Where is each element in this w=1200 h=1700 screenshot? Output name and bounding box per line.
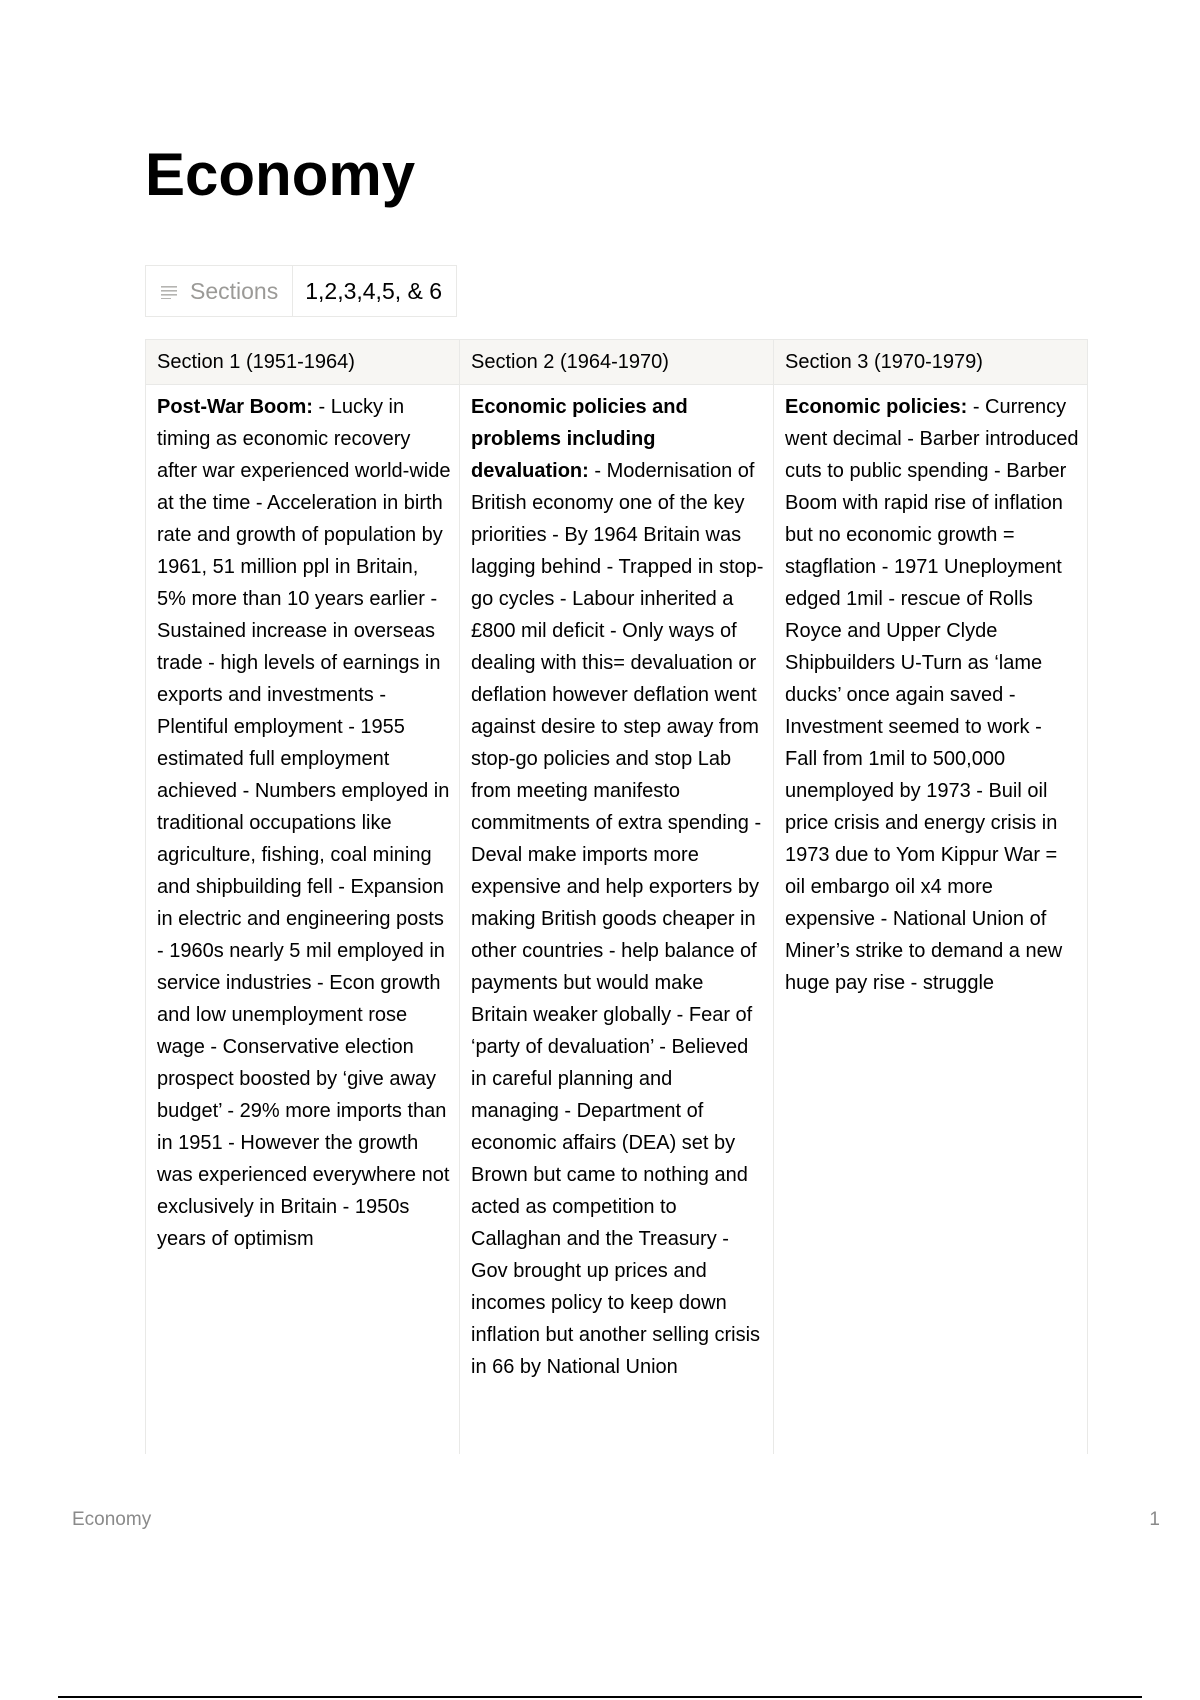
column-header-section-2: Section 2 (1964-1970): [460, 340, 774, 385]
section-3-cell: [774, 385, 1088, 1455]
page-title: Economy: [145, 141, 416, 208]
section-1-heading: Post-War Boom:: [157, 396, 313, 418]
bottom-divider: [58, 1696, 1142, 1698]
sections-table: [145, 339, 1088, 1454]
list-lines-icon: [160, 283, 178, 299]
table-header-row: [146, 340, 1088, 385]
column-header-section-3: Section 3 (1970-1979): [774, 340, 1088, 385]
section-1-text: - Lucky in timing as economic recovery after war experienced world-wide at the time - Acceleration in birth rate and growth of population by 1961, 51 million ppl in Britain, 5% more than 10 years earlier - Sustained increase in overseas trade - high levels of earnings in exports and investments - Plentiful employment - 1955 estimated full employment achieved - Numbers employed in traditional occupations like agriculture, fishing, coal mining and shipbuilding fell - Expansion in electric and engineering posts - 1960s nearly 5 mil employed in service industries - Econ growth and low unemployment rose wage - Conservative election prospect boosted by ‘give away budget’ - 29% more imports than in 1951 - However the growth was experienced everywhere not exclusively in Britain - 1950s years of optimism: [157, 396, 451, 1250]
footer-title: Economy: [72, 1509, 152, 1530]
section-2-heading: Economic policies and problems including devaluation:: [471, 396, 688, 482]
section-1-cell: [146, 385, 460, 1455]
section-2-cell: [460, 385, 774, 1455]
page-number: 1: [1149, 1509, 1160, 1530]
section-3-heading: Economic policies:: [785, 396, 968, 418]
sections-property: [145, 265, 457, 317]
table-row: [146, 385, 1088, 1455]
section-3-text: - Currency went decimal - Barber introduced cuts to public spending - Barber Boom with rapid rise of inflation but no economic growth = stagflation - 1971 Uneployment edged 1mil - rescue of Rolls Royce and Upper Clyde Shipbuilders U-Turn as ‘lame ducks’ once again saved - Investment seemed to work - Fall from 1mil to 500,000 unemployed by 1973 - Buil oil price crisis and energy crisis in 1973 due to Yom Kippur War = oil embargo oil x4 more expensive - National Union of Miner’s strike to demand a new huge pay rise - struggle: [785, 396, 1079, 994]
property-value: 1,2,3,4,5, & 6: [305, 277, 443, 304]
section-2-text: - Modernisation of British economy one of the key priorities - By 1964 Britain was lagging behind - Trapped in stop-go cycles - Labour inherited a £800 mil deficit - Only ways of dealing with this= devaluation or deflation however deflation went against desire to step away from stop-go policies and stop Lab from meeting manifesto commitments of extra spending - Deval make imports more expensive and help exporters by making British goods cheaper in other countries - help balance of payments but would make Britain weaker globally - Fear of ‘party of devaluation’ - Believed in careful planning and managing - Department of economic affairs (DEA) set by Brown but came to nothing and acted as competition to Callaghan and the Treasury - Gov brought up prices and incomes policy to keep down inflation but another selling crisis in 66 by National Union: [471, 460, 764, 1378]
property-label: Sections: [190, 277, 279, 304]
property-key: [146, 266, 293, 316]
column-header-section-1: Section 1 (1951-1964): [146, 340, 460, 385]
